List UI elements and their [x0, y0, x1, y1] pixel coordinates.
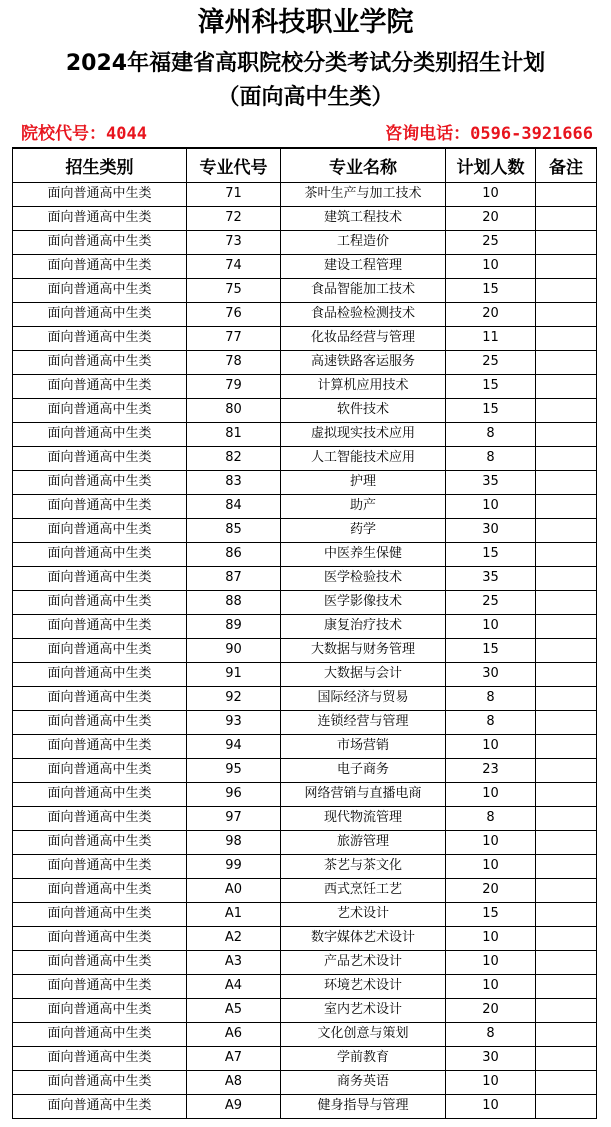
- cell-major-code: 86: [187, 542, 281, 566]
- cell-plan-count: 10: [446, 782, 536, 806]
- cell-major-code: 90: [187, 638, 281, 662]
- cell-major-code: 84: [187, 494, 281, 518]
- cell-remarks: [536, 278, 597, 302]
- table-row: [13, 182, 597, 206]
- cell-plan-count: 10: [446, 830, 536, 854]
- cell-category: 面向普通高中生类: [13, 350, 187, 374]
- cell-plan-count: 30: [446, 518, 536, 542]
- cell-category: 面向普通高中生类: [13, 614, 187, 638]
- table-row: [13, 230, 597, 254]
- cell-category: 面向普通高中生类: [13, 638, 187, 662]
- table-row: [13, 542, 597, 566]
- cell-category: 面向普通高中生类: [13, 494, 187, 518]
- cell-category: 面向普通高中生类: [13, 878, 187, 902]
- cell-major-code: A0: [187, 878, 281, 902]
- cell-category: 面向普通高中生类: [13, 182, 187, 206]
- cell-major-code: 96: [187, 782, 281, 806]
- cell-plan-count: 10: [446, 1094, 536, 1118]
- table-header-row: [13, 148, 597, 182]
- cell-major-name: 中医养生保健: [281, 542, 446, 566]
- cell-plan-count: 15: [446, 902, 536, 926]
- cell-remarks: [536, 374, 597, 398]
- cell-major-name: 茶叶生产与加工技术: [281, 182, 446, 206]
- cell-remarks: [536, 518, 597, 542]
- enrollment-plan-table: [12, 147, 597, 1119]
- cell-plan-count: 20: [446, 302, 536, 326]
- cell-category: 面向普通高中生类: [13, 734, 187, 758]
- cell-category: 面向普通高中生类: [13, 398, 187, 422]
- cell-major-name: 虚拟现实技术应用: [281, 422, 446, 446]
- cell-plan-count: 30: [446, 1046, 536, 1070]
- cell-category: 面向普通高中生类: [13, 782, 187, 806]
- cell-category: 面向普通高中生类: [13, 926, 187, 950]
- cell-category: 面向普通高中生类: [13, 230, 187, 254]
- cell-remarks: [536, 470, 597, 494]
- table-row: [13, 638, 597, 662]
- table-row: [13, 1094, 597, 1118]
- cell-major-code: A3: [187, 950, 281, 974]
- cell-plan-count: 10: [446, 926, 536, 950]
- cell-major-name: 助产: [281, 494, 446, 518]
- table-row: [13, 782, 597, 806]
- table-row: [13, 518, 597, 542]
- cell-major-name: 医学检验技术: [281, 566, 446, 590]
- cell-category: 面向普通高中生类: [13, 1022, 187, 1046]
- cell-major-name: 国际经济与贸易: [281, 686, 446, 710]
- cell-major-name: 建设工程管理: [281, 254, 446, 278]
- cell-major-name: 产品艺术设计: [281, 950, 446, 974]
- cell-major-code: 71: [187, 182, 281, 206]
- cell-major-name: 商务英语: [281, 1070, 446, 1094]
- table-row: [13, 950, 597, 974]
- cell-major-name: 室内艺术设计: [281, 998, 446, 1022]
- cell-plan-count: 35: [446, 470, 536, 494]
- cell-category: 面向普通高中生类: [13, 1070, 187, 1094]
- cell-remarks: [536, 326, 597, 350]
- column-header-category: 招生类别: [13, 148, 187, 182]
- table-row: [13, 374, 597, 398]
- cell-major-name: 环境艺术设计: [281, 974, 446, 998]
- cell-major-name: 建筑工程技术: [281, 206, 446, 230]
- table-row: [13, 614, 597, 638]
- cell-major-code: 88: [187, 590, 281, 614]
- cell-category: 面向普通高中生类: [13, 302, 187, 326]
- cell-category: 面向普通高中生类: [13, 326, 187, 350]
- cell-remarks: [536, 950, 597, 974]
- cell-remarks: [536, 1022, 597, 1046]
- table-row: [13, 254, 597, 278]
- cell-category: 面向普通高中生类: [13, 374, 187, 398]
- cell-plan-count: 8: [446, 422, 536, 446]
- cell-major-name: 网络营销与直播电商: [281, 782, 446, 806]
- table-body: [13, 182, 597, 1118]
- cell-category: 面向普通高中生类: [13, 974, 187, 998]
- cell-remarks: [536, 662, 597, 686]
- cell-remarks: [536, 206, 597, 230]
- cell-major-name: 艺术设计: [281, 902, 446, 926]
- cell-remarks: [536, 806, 597, 830]
- cell-remarks: [536, 350, 597, 374]
- table-row: [13, 398, 597, 422]
- cell-plan-count: 25: [446, 230, 536, 254]
- cell-remarks: [536, 926, 597, 950]
- table-row: [13, 854, 597, 878]
- cell-category: 面向普通高中生类: [13, 950, 187, 974]
- cell-major-code: A4: [187, 974, 281, 998]
- cell-plan-count: 8: [446, 1022, 536, 1046]
- table-row: [13, 350, 597, 374]
- cell-major-name: 康复治疗技术: [281, 614, 446, 638]
- cell-major-name: 文化创意与策划: [281, 1022, 446, 1046]
- cell-major-name: 药学: [281, 518, 446, 542]
- cell-remarks: [536, 878, 597, 902]
- table-row: [13, 686, 597, 710]
- cell-category: 面向普通高中生类: [13, 470, 187, 494]
- cell-plan-count: 23: [446, 758, 536, 782]
- cell-remarks: [536, 1070, 597, 1094]
- cell-major-name: 连锁经营与管理: [281, 710, 446, 734]
- cell-plan-count: 10: [446, 254, 536, 278]
- cell-category: 面向普通高中生类: [13, 422, 187, 446]
- cell-remarks: [536, 182, 597, 206]
- cell-category: 面向普通高中生类: [13, 806, 187, 830]
- cell-remarks: [536, 686, 597, 710]
- cell-major-code: 99: [187, 854, 281, 878]
- cell-remarks: [536, 494, 597, 518]
- cell-category: 面向普通高中生类: [13, 758, 187, 782]
- cell-major-code: 97: [187, 806, 281, 830]
- cell-major-code: 92: [187, 686, 281, 710]
- cell-plan-count: 30: [446, 662, 536, 686]
- cell-remarks: [536, 302, 597, 326]
- cell-major-name: 高速铁路客运服务: [281, 350, 446, 374]
- table-row: [13, 494, 597, 518]
- cell-major-name: 电子商务: [281, 758, 446, 782]
- cell-major-code: A7: [187, 1046, 281, 1070]
- cell-major-code: 74: [187, 254, 281, 278]
- cell-major-name: 大数据与会计: [281, 662, 446, 686]
- cell-remarks: [536, 974, 597, 998]
- cell-major-code: 79: [187, 374, 281, 398]
- table-row: [13, 902, 597, 926]
- cell-plan-count: 20: [446, 998, 536, 1022]
- table-row: [13, 710, 597, 734]
- column-header-major-name: 专业名称: [281, 148, 446, 182]
- cell-plan-count: 25: [446, 590, 536, 614]
- cell-major-name: 茶艺与茶文化: [281, 854, 446, 878]
- cell-major-code: 98: [187, 830, 281, 854]
- cell-category: 面向普通高中生类: [13, 518, 187, 542]
- table-row: [13, 206, 597, 230]
- cell-major-code: 87: [187, 566, 281, 590]
- table-row: [13, 662, 597, 686]
- cell-remarks: [536, 446, 597, 470]
- cell-major-name: 化妆品经营与管理: [281, 326, 446, 350]
- table-row: [13, 974, 597, 998]
- cell-plan-count: 8: [446, 686, 536, 710]
- cell-major-code: A5: [187, 998, 281, 1022]
- table-row: [13, 734, 597, 758]
- column-header-remarks: 备注: [536, 148, 597, 182]
- cell-category: 面向普通高中生类: [13, 998, 187, 1022]
- cell-remarks: [536, 1094, 597, 1118]
- cell-major-name: 健身指导与管理: [281, 1094, 446, 1118]
- cell-plan-count: 8: [446, 710, 536, 734]
- cell-major-code: 94: [187, 734, 281, 758]
- cell-plan-count: 25: [446, 350, 536, 374]
- page-subtitle-category: （面向高中生类）: [217, 85, 394, 110]
- cell-major-name: 现代物流管理: [281, 806, 446, 830]
- cell-major-code: A8: [187, 1070, 281, 1094]
- cell-remarks: [536, 854, 597, 878]
- cell-plan-count: 10: [446, 614, 536, 638]
- table-row: [13, 446, 597, 470]
- table-row: [13, 326, 597, 350]
- table-row: [13, 878, 597, 902]
- cell-major-code: 78: [187, 350, 281, 374]
- school-code: 院校代号：4044: [21, 124, 147, 144]
- cell-plan-count: 20: [446, 878, 536, 902]
- cell-category: 面向普通高中生类: [13, 686, 187, 710]
- cell-major-code: 83: [187, 470, 281, 494]
- cell-major-code: A2: [187, 926, 281, 950]
- table-row: [13, 566, 597, 590]
- cell-plan-count: 20: [446, 206, 536, 230]
- cell-major-name: 工程造价: [281, 230, 446, 254]
- cell-category: 面向普通高中生类: [13, 278, 187, 302]
- cell-major-name: 计算机应用技术: [281, 374, 446, 398]
- cell-plan-count: 15: [446, 278, 536, 302]
- cell-remarks: [536, 590, 597, 614]
- page-title: 漳州科技职业学院: [197, 7, 414, 38]
- cell-plan-count: 35: [446, 566, 536, 590]
- cell-category: 面向普通高中生类: [13, 590, 187, 614]
- cell-plan-count: 15: [446, 638, 536, 662]
- table-row: [13, 758, 597, 782]
- cell-plan-count: 8: [446, 446, 536, 470]
- cell-category: 面向普通高中生类: [13, 566, 187, 590]
- cell-major-name: 护理: [281, 470, 446, 494]
- cell-major-name: 软件技术: [281, 398, 446, 422]
- table-row: [13, 1022, 597, 1046]
- table-row: [13, 830, 597, 854]
- cell-plan-count: 10: [446, 182, 536, 206]
- cell-plan-count: 8: [446, 806, 536, 830]
- cell-plan-count: 15: [446, 542, 536, 566]
- contact-phone: 咨询电话：0596-3921666: [385, 124, 593, 144]
- cell-plan-count: 10: [446, 950, 536, 974]
- table-row: [13, 926, 597, 950]
- cell-remarks: [536, 566, 597, 590]
- column-header-plan-count: 计划人数: [446, 148, 536, 182]
- cell-remarks: [536, 830, 597, 854]
- cell-remarks: [536, 710, 597, 734]
- cell-category: 面向普通高中生类: [13, 542, 187, 566]
- cell-major-name: 旅游管理: [281, 830, 446, 854]
- cell-category: 面向普通高中生类: [13, 206, 187, 230]
- table-row: [13, 278, 597, 302]
- table-row: [13, 590, 597, 614]
- table-row: [13, 998, 597, 1022]
- cell-remarks: [536, 902, 597, 926]
- table-row: [13, 1070, 597, 1094]
- cell-major-code: A6: [187, 1022, 281, 1046]
- cell-major-code: 75: [187, 278, 281, 302]
- cell-major-name: 学前教育: [281, 1046, 446, 1070]
- cell-major-code: 80: [187, 398, 281, 422]
- page-subtitle: 2024年福建省高职院校分类考试分类别招生计划: [65, 51, 546, 76]
- cell-remarks: [536, 230, 597, 254]
- column-header-major-code: 专业代号: [187, 148, 281, 182]
- cell-remarks: [536, 542, 597, 566]
- cell-plan-count: 15: [446, 374, 536, 398]
- cell-remarks: [536, 758, 597, 782]
- cell-major-name: 食品检验检测技术: [281, 302, 446, 326]
- cell-remarks: [536, 998, 597, 1022]
- cell-remarks: [536, 422, 597, 446]
- cell-major-code: 95: [187, 758, 281, 782]
- cell-remarks: [536, 254, 597, 278]
- cell-major-code: 76: [187, 302, 281, 326]
- cell-major-code: A9: [187, 1094, 281, 1118]
- cell-major-code: 82: [187, 446, 281, 470]
- cell-plan-count: 10: [446, 494, 536, 518]
- cell-category: 面向普通高中生类: [13, 854, 187, 878]
- cell-category: 面向普通高中生类: [13, 662, 187, 686]
- cell-major-code: 81: [187, 422, 281, 446]
- table-row: [13, 302, 597, 326]
- cell-remarks: [536, 782, 597, 806]
- cell-major-code: 77: [187, 326, 281, 350]
- cell-major-name: 西式烹饪工艺: [281, 878, 446, 902]
- cell-major-code: 91: [187, 662, 281, 686]
- cell-category: 面向普通高中生类: [13, 830, 187, 854]
- cell-major-code: 72: [187, 206, 281, 230]
- cell-major-code: 89: [187, 614, 281, 638]
- table-row: [13, 422, 597, 446]
- cell-major-name: 医学影像技术: [281, 590, 446, 614]
- cell-remarks: [536, 734, 597, 758]
- cell-category: 面向普通高中生类: [13, 446, 187, 470]
- cell-plan-count: 15: [446, 398, 536, 422]
- cell-major-name: 大数据与财务管理: [281, 638, 446, 662]
- table-row: [13, 1046, 597, 1070]
- cell-plan-count: 10: [446, 1070, 536, 1094]
- table-row: [13, 806, 597, 830]
- cell-plan-count: 10: [446, 974, 536, 998]
- cell-remarks: [536, 614, 597, 638]
- cell-major-name: 食品智能加工技术: [281, 278, 446, 302]
- cell-remarks: [536, 638, 597, 662]
- cell-major-code: 85: [187, 518, 281, 542]
- cell-remarks: [536, 398, 597, 422]
- cell-major-code: 93: [187, 710, 281, 734]
- table-row: [13, 470, 597, 494]
- cell-plan-count: 10: [446, 854, 536, 878]
- cell-major-name: 数字媒体艺术设计: [281, 926, 446, 950]
- cell-category: 面向普通高中生类: [13, 902, 187, 926]
- cell-major-name: 市场营销: [281, 734, 446, 758]
- cell-plan-count: 11: [446, 326, 536, 350]
- info-row: [0, 122, 611, 146]
- cell-major-code: A1: [187, 902, 281, 926]
- cell-major-name: 人工智能技术应用: [281, 446, 446, 470]
- cell-plan-count: 10: [446, 734, 536, 758]
- cell-remarks: [536, 1046, 597, 1070]
- cell-category: 面向普通高中生类: [13, 710, 187, 734]
- cell-category: 面向普通高中生类: [13, 254, 187, 278]
- cell-major-code: 73: [187, 230, 281, 254]
- cell-category: 面向普通高中生类: [13, 1046, 187, 1070]
- cell-category: 面向普通高中生类: [13, 1094, 187, 1118]
